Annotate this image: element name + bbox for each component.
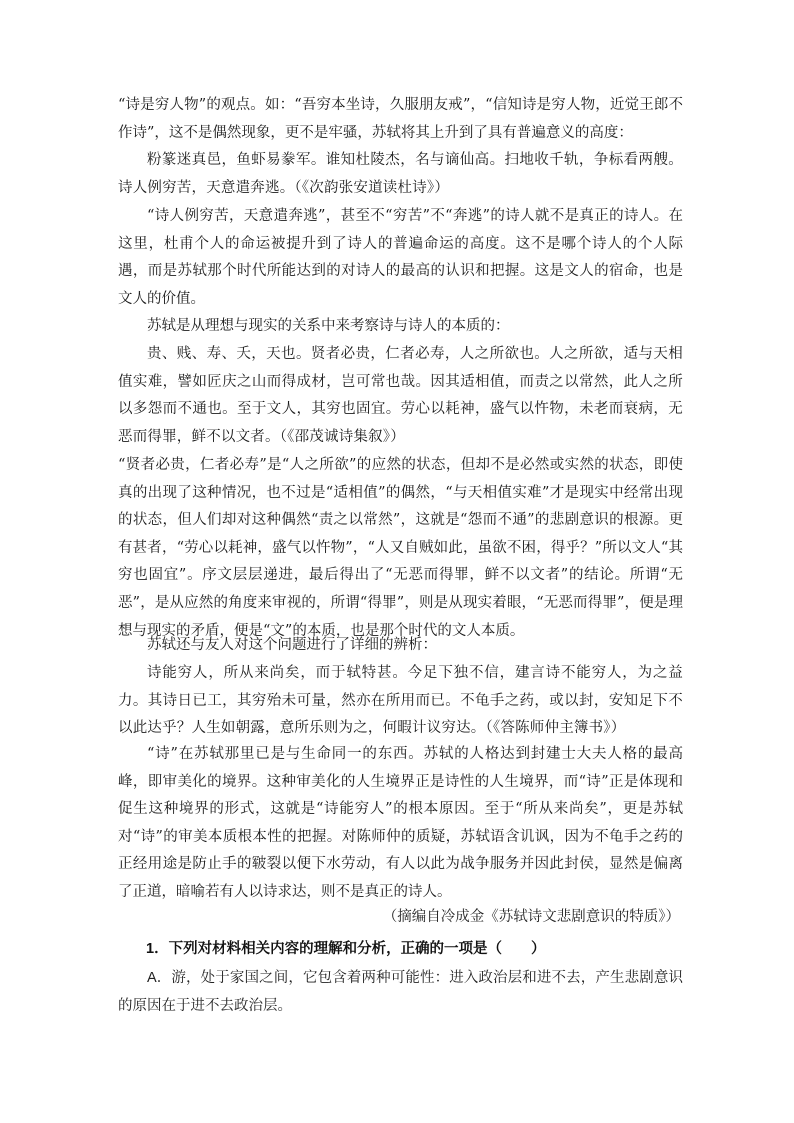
letter-quote: 诗能穷人，所从来尚矣，而于轼特甚。今足下独不信，建言诗不能穷人，为之益力。其诗日已工，其穷殆未可量，然亦在所用而已。不龟手之药，或以封，安知足下不以此达乎？人生如朝露，意所乐则为之，何暇计议穷达。（《答陈师仲主簿书》） <box>118 665 683 737</box>
paragraph-analysis-2: “贤者必贵，仁者必寿”是“人之所欲”的应然的状态，但却不是必然或实然的状态，即使真的出现了这种情况，也不过是“适相值”的偶然，“与天相值实难”才是现实中经常出现的状态，但人们却对这种偶然“责之以常然”，这就是“怨而不通”的悲剧意识的根源。更有甚者，“劳心以耗神，盛气以忤物”，“人又自贼如此，虽欲不困，得乎？”所以文人“其穷也固宜”。序文层层递进，最后得出了“无恶而得罪，鲜不以文者”的结论。所谓“无恶”，是从应然的角度来审视的，所谓“得罪”，则是从现实着眼，“无恶而得罪”，便是理想与现实的矛盾，便是“文”的本质，也是那个时代的文人本质。 <box>118 457 683 639</box>
paragraph-analysis-1: “诗人例穷苦，天意遣奔逃”，甚至不“穷苦”不“奔逃”的诗人就不是真正的诗人。在这里，杜甫个人的命运被提升到了诗人的普遍命运的高度。这不是哪个诗人的个人际遇，而是苏轼那个时代所能达到的对诗人的最高的认识和把握。这是文人的宿命，也是文人的价值。 <box>118 208 683 307</box>
poem-quote-1: 粉篆迷真邑，鱼虾易豢军。谁知杜陵杰，名与谪仙高。扫地收千轨，争标看两艘。诗人例穷苦，天意遣奔逃。（《次韵张安道读杜诗》） <box>118 152 683 196</box>
source-citation: （摘编自冷成金《苏轼诗文悲剧意识的特质》） <box>382 909 680 925</box>
prose-quote-1: 贵、贱、寿、夭，天也。贤者必贵，仁者必寿，人之所欲也。人之所欲，适与天相值实难，譬如匠庆之山而得成材，岂可常也哉。因其适相值，而责之以常然，此人之所以多怨而不通也。至于文人，其穷也固宜。劳心以耗神，盛气以忤物，未老而衰病，无恶而得罪，鲜不以文者。（《邵茂诚诗集叙》） <box>118 346 683 445</box>
option-a: A．游，处于家国之间，它包含着两种可能性：进入政治层和进不去，产生悲剧意识的原因在于进不去政治层。 <box>118 970 683 1014</box>
question-title: 1．下列对材料相关内容的理解和分析，正确的一项是（ ） <box>146 941 546 957</box>
paragraph-thesis: 苏轼是从理想与现实的关系中来考察诗与诗人的本质的： <box>147 318 510 334</box>
paragraph-conclusion: “诗”在苏轼那里已是与生命同一的东西。苏轼的人格达到封建士大夫人格的最高峰，即审美化的境界。这种审美化的人生境界正是诗性的人生境界，而“诗”正是体现和促生这种境界的形式，这就是“诗能穷人”的根本原因。至于“所从来尚矣”，更是苏轼对“诗”的审美本质根本性的把握。对陈师仲的质疑，苏轼语含讥讽，因为不龟手之药的正经用途是防止手的皲裂以便下水劳动，有人以此为战争服务并因此封侯，显然是偏离了正道，暗喻若有人以诗求达，则不是真正的诗人。 <box>118 746 683 900</box>
paragraph-debate-intro: 苏轼还与友人对这个问题进行了详细的辨析： <box>147 637 437 653</box>
paragraph-intro: “诗是穷人物”的观点。如：“吾穷本坐诗，久服朋友戒”，“信知诗是穷人物，近觉王郎不作诗”，这不是偶然现象，更不是牢骚，苏轼将其上升到了具有普遍意义的高度： <box>118 97 683 141</box>
